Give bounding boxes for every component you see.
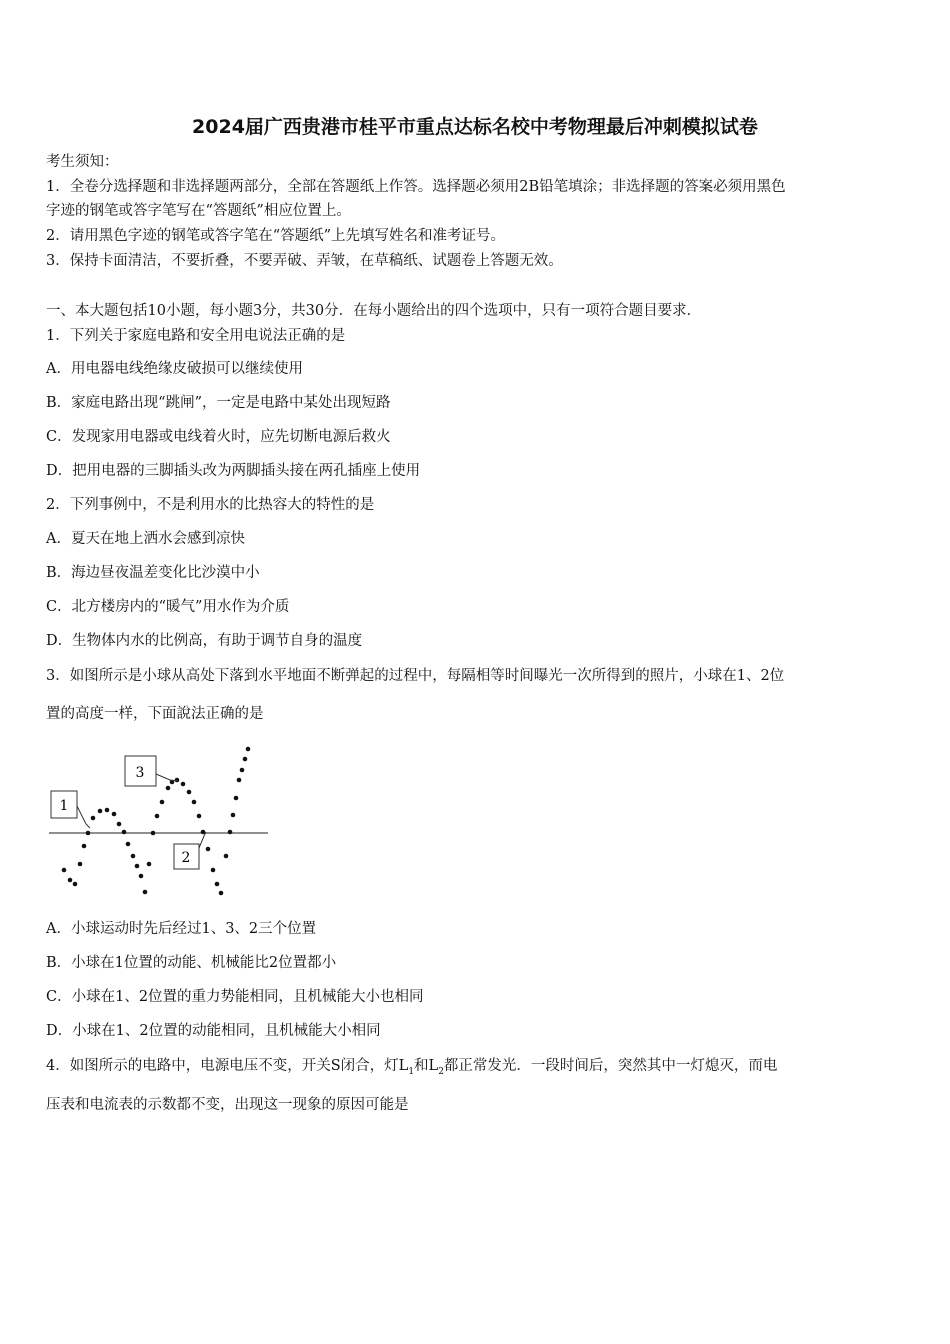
ball-dot xyxy=(187,790,192,795)
ball-dot xyxy=(175,778,180,783)
label-1: 1 xyxy=(59,798,69,814)
ball-dot xyxy=(160,800,165,805)
ball-dot xyxy=(86,831,91,836)
ball-dot xyxy=(117,822,122,827)
question-2-stem: 2．下列事例中，不是利用水的比热容大的特性的是 xyxy=(46,497,375,513)
ball-dot xyxy=(135,864,140,869)
ball-dot xyxy=(237,778,242,783)
question-1-option-c: C．发现家用电器或电线着火时，应先切断电源后救火 xyxy=(46,429,391,445)
question-2-option-c: C．北方楼房内的“暖气”用水作为介质 xyxy=(46,599,290,615)
lamp-l2-subscript: 2 xyxy=(438,1066,444,1077)
question-4-stem xyxy=(46,1056,906,1082)
ball-dot xyxy=(122,830,127,835)
q4-and: 和 xyxy=(414,1058,429,1074)
question-2-option-a: A．夏天在地上洒水会感到凉快 xyxy=(46,531,245,547)
bouncing-ball-figure xyxy=(46,736,276,896)
q4-text-2: 都正常发光．一段时间后，突然其中一灯熄灭，而电 xyxy=(443,1058,778,1074)
ball-dot xyxy=(243,757,248,762)
ball-dot xyxy=(197,814,202,819)
label-2-callout xyxy=(174,832,206,869)
section-heading: 一、本大题包括10小题，每小题3分，共30分．在每小题给出的四个选项中，只有一项符合题目要求． xyxy=(46,303,702,319)
question-3-option-c: C．小球在1、2位置的重力势能相同，且机械能大小也相同 xyxy=(46,989,424,1005)
ball-dot xyxy=(98,809,103,814)
ball-dot xyxy=(224,854,229,859)
ball-dot xyxy=(139,874,144,879)
notice-heading: 考生须知： xyxy=(46,154,119,170)
page-title: 2024届广西贵港市桂平市重点达标名校中考物理最后冲刺模拟试卷 xyxy=(192,116,758,138)
ball-dot xyxy=(143,890,148,895)
question-1-option-b: B．家庭电路出现“跳闸”，一定是电路中某处出现短路 xyxy=(46,395,391,411)
lamp-l1-subscript: 1 xyxy=(408,1066,415,1077)
question-1-option-a: A．用电器电线绝缘皮破损可以继续使用 xyxy=(46,361,303,377)
notice-item: 1．全卷分选择题和非选择题两部分，全部在答题纸上作答。选择题必须用2B铅笔填涂；非选择题的答案必须用黑色 xyxy=(46,179,786,195)
ball-dot xyxy=(131,854,136,859)
label-2: 2 xyxy=(181,850,191,866)
ball-dot xyxy=(68,878,73,883)
question-3-option-b: B．小球在1位置的动能、机械能比2位置都小 xyxy=(46,955,337,971)
ball-dot xyxy=(234,796,239,801)
ball-dot xyxy=(181,782,186,787)
ball-dot xyxy=(147,862,152,867)
notice-item: 2．请用黑色字迹的钢笔或答字笔在“答题纸”上先填写姓名和准考证号。 xyxy=(46,228,506,244)
ball-dot xyxy=(246,747,251,752)
lamp-l1-letter: L xyxy=(398,1058,409,1074)
ball-dot xyxy=(82,844,87,849)
question-1-stem: 1．下列关于家庭电路和安全用电说法正确的是 xyxy=(46,328,346,344)
question-1-option-d: D．把用电器的三脚插头改为两脚插头接在两孔插座上使用 xyxy=(46,463,421,479)
ball-dot xyxy=(211,868,216,873)
question-2-option-d: D．生物体内水的比例高，有助于调节自身的温度 xyxy=(46,633,363,649)
question-4-stem-cont: 压表和电流表的示数都不变，出现这一现象的原因可能是 xyxy=(46,1097,409,1113)
question-3-stem-cont: 置的高度一样，下面說法正确的是 xyxy=(46,706,264,722)
ball-dot xyxy=(240,768,245,773)
ball-dot xyxy=(219,891,224,896)
ball-dot xyxy=(155,814,160,819)
ball-dot xyxy=(206,847,211,852)
question-3-option-a: A．小球运动时先后经过1、3、2三个位置 xyxy=(46,921,317,937)
ball-dot xyxy=(78,862,83,867)
question-2-option-b: B．海边昼夜温差变化比沙漠中小 xyxy=(46,565,260,581)
ball-dot xyxy=(112,812,117,817)
ball-dot xyxy=(215,882,220,887)
ball-dot xyxy=(166,786,171,791)
label-1-callout xyxy=(51,791,90,828)
ball-dot xyxy=(62,868,67,873)
question-3-option-d: D．小球在1、2位置的动能相同，且机械能大小相同 xyxy=(46,1023,381,1039)
ball-dot xyxy=(231,813,236,818)
ball-dot xyxy=(91,816,96,821)
ball-dot xyxy=(228,830,233,835)
ball-dot xyxy=(126,842,131,847)
notice-item: 3．保持卡面清洁，不要折叠，不要弄破、弄皱，在草稿纸、试题卷上答题无效。 xyxy=(46,253,563,269)
ball-dot xyxy=(192,800,197,805)
lamp-l2-letter: L xyxy=(428,1058,439,1074)
label-3: 3 xyxy=(135,765,145,781)
ball-dot xyxy=(151,831,156,836)
q4-text-1: 4．如图所示的电路中，电源电压不变，开关S闭合，灯 xyxy=(46,1058,399,1074)
notice-item: 字迹的钢笔或答字笔写在“答题纸”相应位置上。 xyxy=(46,203,351,219)
ball-dot xyxy=(201,830,206,835)
question-3-stem: 3．如图所示是小球从高处下落到水平地面不断弹起的过程中，每隔相等时间曝光一次所得到的照片，小球在1、2位 xyxy=(46,668,785,684)
ball-dot xyxy=(73,882,78,887)
ball-dot xyxy=(105,808,110,813)
